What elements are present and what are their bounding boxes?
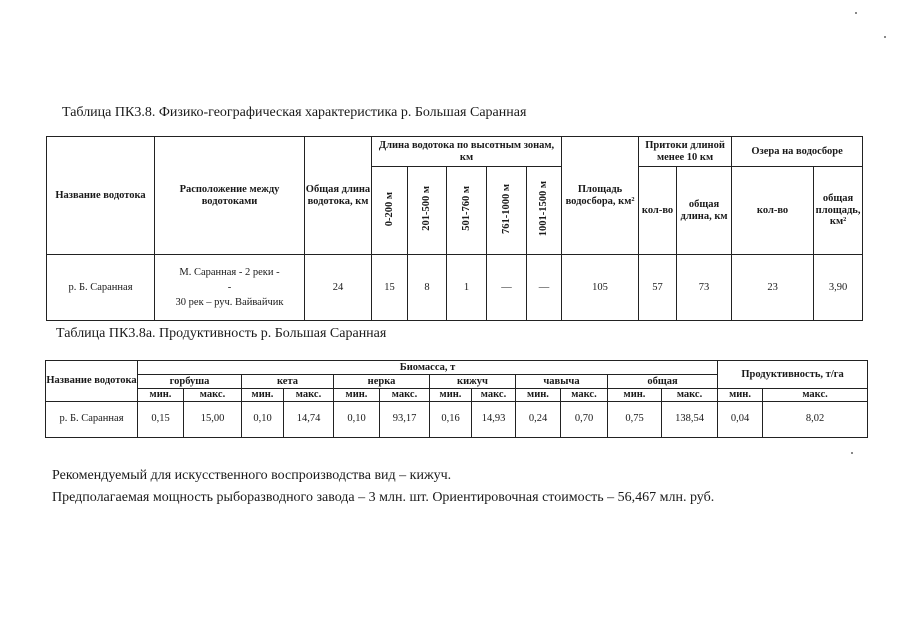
max-label: макс.	[662, 389, 718, 402]
header-zones: Длина водотока по высотным зонам, км	[372, 137, 562, 167]
row-zone-4: —	[527, 255, 562, 321]
t2-header-name: Название водотока	[46, 361, 138, 402]
value-cell: 0,16	[430, 401, 472, 437]
min-label: мин.	[138, 389, 184, 402]
value-cell: 0,10	[334, 401, 380, 437]
location-line2: -	[227, 281, 232, 293]
row-trib-count: 57	[639, 255, 677, 321]
zone-col-3: 761-1000 м	[487, 167, 527, 255]
row-location	[155, 255, 305, 321]
min-label: мин.	[516, 389, 561, 402]
min-label: мин.	[334, 389, 380, 402]
row-trib-length: 73	[677, 255, 732, 321]
max-label: макс.	[284, 389, 334, 402]
header-location: Расположение между водотоками	[155, 137, 305, 255]
value-cell: 14,93	[472, 401, 516, 437]
zone-col-4: 1001-1500 м	[527, 167, 562, 255]
species-gorbusha: горбуша	[138, 375, 242, 389]
species-nerka: нерка	[334, 375, 430, 389]
max-label: макс.	[763, 389, 868, 402]
capacity-note: Предполагаемая мощность рыборазводного завода – 3 млн. шт. Ориентировочная стоимость – 56,467 млн. руб.	[52, 490, 715, 505]
header-trib-count: кол-во	[639, 167, 677, 255]
value-cell: 14,74	[284, 401, 334, 437]
row-length: 24	[305, 255, 372, 321]
row-lakes-area: 3,90	[814, 255, 863, 321]
prod-min-cell: 0,04	[718, 401, 763, 437]
value-cell: 0,10	[242, 401, 284, 437]
value-cell: 0,70	[561, 401, 608, 437]
value-cell: 93,17	[380, 401, 430, 437]
t2-row-name: р. Б. Саранная	[46, 401, 138, 437]
row-zone-3: —	[487, 255, 527, 321]
physical-geographic-table	[46, 136, 863, 321]
header-lakes-count: кол-во	[732, 167, 814, 255]
max-label: макс.	[561, 389, 608, 402]
recommendation-note: Рекомендуемый для искусственного воспроизводства вид – кижуч.	[52, 468, 452, 483]
min-label: мин.	[430, 389, 472, 402]
value-cell: 0,24	[516, 401, 561, 437]
value-cell: 15,00	[184, 401, 242, 437]
location-line1: М. Саранная - 2 реки -	[179, 266, 280, 278]
header-tributaries: Притоки длиной менее 10 км	[639, 137, 732, 167]
row-name: р. Б. Саранная	[47, 255, 155, 321]
header-trib-length: общая длина, км	[677, 167, 732, 255]
header-lakes: Озера на водосборе	[732, 137, 863, 167]
zone-col-2: 501-760 м	[447, 167, 487, 255]
row-area: 105	[562, 255, 639, 321]
zone-col-0: 0-200 м	[372, 167, 408, 255]
min-label: мин.	[718, 389, 763, 402]
header-length: Общая длина водотока, км	[305, 137, 372, 255]
species-chavycha: чавыча	[516, 375, 608, 389]
max-label: макс.	[184, 389, 242, 402]
prod-max-cell: 8,02	[763, 401, 868, 437]
scan-speck	[884, 36, 886, 38]
value-cell: 0,15	[138, 401, 184, 437]
value-cell: 138,54	[662, 401, 718, 437]
max-label: макс.	[380, 389, 430, 402]
scan-speck	[851, 452, 853, 454]
location-line3: 30 рек – руч. Вайвайчик	[175, 297, 284, 309]
min-label: мин.	[608, 389, 662, 402]
row-zone-1: 8	[408, 255, 447, 321]
species-keta: кета	[242, 375, 334, 389]
t2-header-productivity: Продуктивность, т/га	[718, 361, 868, 389]
t2-header-biomass: Биомасса, т	[138, 361, 718, 375]
row-zone-0: 15	[372, 255, 408, 321]
scan-speck	[855, 12, 857, 14]
row-lakes-count: 23	[732, 255, 814, 321]
value-cell: 0,75	[608, 401, 662, 437]
species-kizhuch: кижуч	[430, 375, 516, 389]
table1-caption: Таблица ПК3.8. Физико-географическая характеристика р. Большая Саранная	[62, 105, 527, 120]
header-lakes-area: общая площадь, км²	[814, 167, 863, 255]
row-zone-2: 1	[447, 255, 487, 321]
min-label: мин.	[242, 389, 284, 402]
productivity-table	[45, 360, 868, 438]
table2-caption: Таблица ПК3.8а. Продуктивность р. Большая Саранная	[56, 326, 387, 341]
max-label: макс.	[472, 389, 516, 402]
species-total: общая	[608, 375, 718, 389]
header-area: Площадь водосбора, км²	[562, 137, 639, 255]
header-name: Название водотока	[47, 137, 155, 255]
zone-col-1: 201-500 м	[408, 167, 447, 255]
